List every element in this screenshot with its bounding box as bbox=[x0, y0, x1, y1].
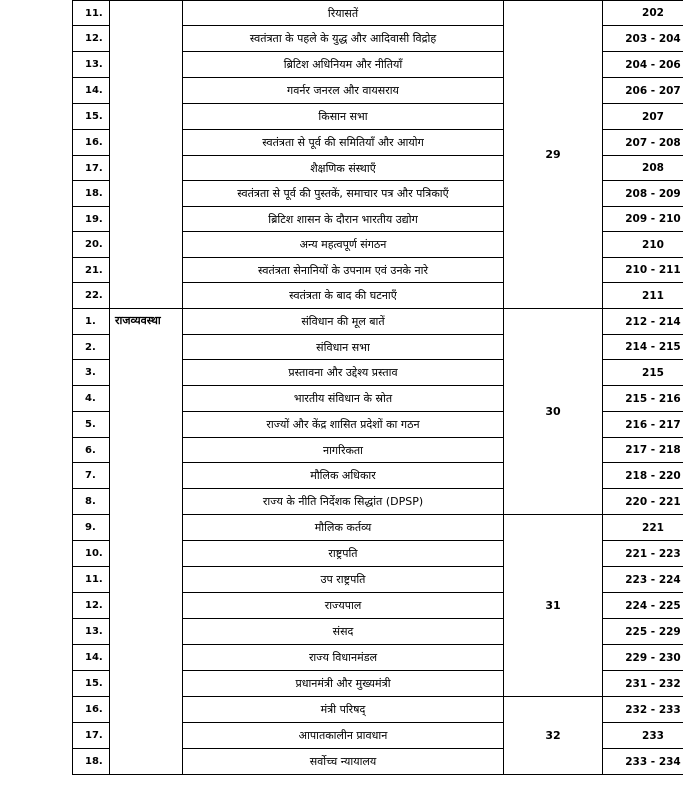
topic-cell: मौलिक कर्तव्य bbox=[183, 515, 504, 541]
topic-cell: संविधान की मूल बातें bbox=[183, 309, 504, 335]
topic-cell: शैक्षणिक संस्थाएँ bbox=[183, 156, 504, 181]
topic-cell: किसान सभा bbox=[183, 104, 504, 130]
topic-cell: स्वतंत्रता से पूर्व की पुस्तकें, समाचार पत्र और पत्रिकाएँ bbox=[183, 181, 504, 207]
page-range-cell: 210 bbox=[603, 232, 683, 258]
page-range-cell: 203 - 204 bbox=[603, 26, 683, 52]
row-number: 4. bbox=[73, 386, 110, 412]
topic-cell: राज्यों और केंद्र शासित प्रदेशों का गठन bbox=[183, 412, 504, 438]
row-number: 18. bbox=[73, 749, 110, 775]
topic-cell: आपातकालीन प्रावधान bbox=[183, 723, 504, 749]
row-number: 3. bbox=[73, 360, 110, 386]
page-range-cell: 218 - 220 bbox=[603, 463, 683, 489]
row-number: 6. bbox=[73, 438, 110, 463]
page-range-cell: 223 - 224 bbox=[603, 567, 683, 593]
topic-cell: मंत्री परिषद् bbox=[183, 697, 504, 723]
topic-cell: राज्य विधानमंडल bbox=[183, 645, 504, 671]
row-number: 17. bbox=[73, 723, 110, 749]
page-range-cell: 232 - 233 bbox=[603, 697, 683, 723]
topic-cell: गवर्नर जनरल और वायसराय bbox=[183, 78, 504, 104]
page-range-cell: 212 - 214 bbox=[603, 309, 683, 335]
row-number: 1. bbox=[73, 309, 110, 335]
day-cell: 31 bbox=[504, 515, 603, 697]
topic-cell: राष्ट्रपति bbox=[183, 541, 504, 567]
topic-cell: प्रस्तावना और उद्देश्य प्रस्ताव bbox=[183, 360, 504, 386]
row-number: 9. bbox=[73, 515, 110, 541]
page-range-cell: 204 - 206 bbox=[603, 52, 683, 78]
topic-cell: स्वतंत्रता सेनानियों के उपनाम एवं उनके नारे bbox=[183, 258, 504, 283]
topic-cell: संविधान सभा bbox=[183, 335, 504, 360]
page-range-cell: 231 - 232 bbox=[603, 671, 683, 697]
row-number: 21. bbox=[73, 258, 110, 283]
topic-cell: राज्यपाल bbox=[183, 593, 504, 619]
page-range-cell: 210 - 211 bbox=[603, 258, 683, 283]
topic-cell: स्वतंत्रता के बाद की घटनाएँ bbox=[183, 283, 504, 309]
page-range-cell: 215 bbox=[603, 360, 683, 386]
row-number: 12. bbox=[73, 26, 110, 52]
row-number: 15. bbox=[73, 104, 110, 130]
page-range-cell: 233 bbox=[603, 723, 683, 749]
section-cell bbox=[110, 1, 183, 309]
row-number: 13. bbox=[73, 619, 110, 645]
page-range-cell: 215 - 216 bbox=[603, 386, 683, 412]
row-number: 2. bbox=[73, 335, 110, 360]
topic-cell: ब्रिटिश शासन के दौरान भारतीय उद्योग bbox=[183, 207, 504, 232]
page-range-cell: 233 - 234 bbox=[603, 749, 683, 775]
page-range-cell: 229 - 230 bbox=[603, 645, 683, 671]
row-number: 5. bbox=[73, 412, 110, 438]
page-range-cell: 224 - 225 bbox=[603, 593, 683, 619]
page-range-cell: 206 - 207 bbox=[603, 78, 683, 104]
row-number: 8. bbox=[73, 489, 110, 515]
topic-cell: नागरिकता bbox=[183, 438, 504, 463]
row-number: 22. bbox=[73, 283, 110, 309]
page-range-cell: 208 - 209 bbox=[603, 181, 683, 207]
row-number: 17. bbox=[73, 156, 110, 181]
row-number: 14. bbox=[73, 78, 110, 104]
page-range-cell: 221 bbox=[603, 515, 683, 541]
topic-cell: अन्य महत्वपूर्ण संगठन bbox=[183, 232, 504, 258]
contents-table-body bbox=[73, 1, 683, 775]
row-number: 19. bbox=[73, 207, 110, 232]
contents-table bbox=[72, 0, 683, 775]
topic-cell: स्वतंत्रता के पहले के युद्ध और आदिवासी विद्रोह bbox=[183, 26, 504, 52]
row-number: 15. bbox=[73, 671, 110, 697]
page-range-cell: 202 bbox=[603, 1, 683, 26]
topic-cell: ब्रिटिश अधिनियम और नीतियाँ bbox=[183, 52, 504, 78]
topic-cell: संसद bbox=[183, 619, 504, 645]
page-range-cell: 225 - 229 bbox=[603, 619, 683, 645]
day-cell: 30 bbox=[504, 309, 603, 515]
row-number: 12. bbox=[73, 593, 110, 619]
page-range-cell: 221 - 223 bbox=[603, 541, 683, 567]
row-number: 10. bbox=[73, 541, 110, 567]
page-range-cell: 217 - 218 bbox=[603, 438, 683, 463]
topic-cell: रियासतें bbox=[183, 1, 504, 26]
topic-cell: उप राष्ट्रपति bbox=[183, 567, 504, 593]
day-cell: 29 bbox=[504, 1, 603, 309]
row-number: 16. bbox=[73, 697, 110, 723]
page-range-cell: 207 bbox=[603, 104, 683, 130]
row-number: 11. bbox=[73, 567, 110, 593]
topic-cell: सर्वोच्च न्यायालय bbox=[183, 749, 504, 775]
topic-cell: भारतीय संविधान के स्रोत bbox=[183, 386, 504, 412]
page-range-cell: 211 bbox=[603, 283, 683, 309]
row-number: 16. bbox=[73, 130, 110, 156]
row-number: 13. bbox=[73, 52, 110, 78]
row-number: 11. bbox=[73, 1, 110, 26]
day-cell: 32 bbox=[504, 697, 603, 775]
page-range-cell: 220 - 221 bbox=[603, 489, 683, 515]
row-number: 18. bbox=[73, 181, 110, 207]
page-range-cell: 207 - 208 bbox=[603, 130, 683, 156]
page-range-cell: 214 - 215 bbox=[603, 335, 683, 360]
page-range-cell: 209 - 210 bbox=[603, 207, 683, 232]
page-range-cell: 208 bbox=[603, 156, 683, 181]
table-row bbox=[73, 1, 683, 26]
topic-cell: मौलिक अधिकार bbox=[183, 463, 504, 489]
topic-cell: स्वतंत्रता से पूर्व की समितियाँ और आयोग bbox=[183, 130, 504, 156]
table-row bbox=[73, 309, 683, 335]
row-number: 14. bbox=[73, 645, 110, 671]
row-number: 20. bbox=[73, 232, 110, 258]
section-cell: राजव्यवस्था bbox=[110, 309, 183, 775]
topic-cell: प्रधानमंत्री और मुख्यमंत्री bbox=[183, 671, 504, 697]
topic-cell: राज्य के नीति निर्देशक सिद्धांत (DPSP) bbox=[183, 489, 504, 515]
row-number: 7. bbox=[73, 463, 110, 489]
page-range-cell: 216 - 217 bbox=[603, 412, 683, 438]
